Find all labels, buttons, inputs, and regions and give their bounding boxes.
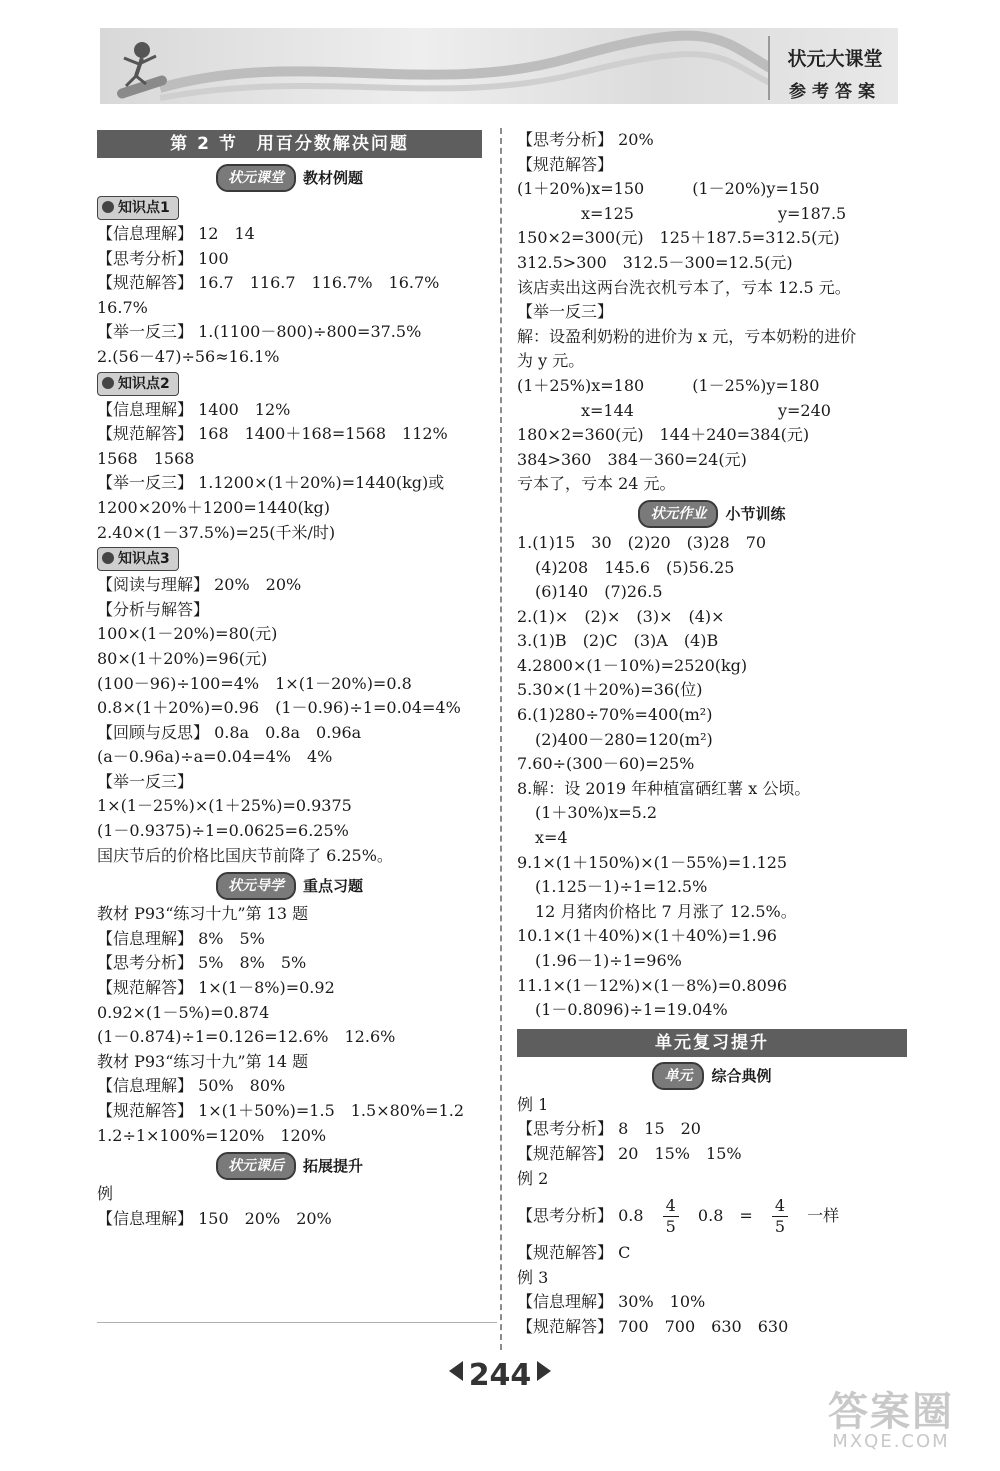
ex2-mid: 0.8 = — [697, 1206, 753, 1226]
banner-comprehensive-examples — [517, 1061, 907, 1091]
homework-line: (1－0.8096)÷1=19.04% — [535, 1000, 728, 1020]
text-line: 【规范解答】 1×(1－8%)=0.92 — [97, 978, 335, 998]
text-line: 【回顾与反思】 0.8a 0.8a 0.96a — [97, 722, 362, 742]
text-line: 【举一反三】 — [517, 302, 614, 322]
page-number-text: 244 — [468, 1358, 532, 1393]
text-line: 【举一反三】 — [97, 771, 194, 791]
text-line: 【规范解答】 700 700 630 630 — [517, 1316, 789, 1336]
homework-line: (2)400－280=120(m²) — [535, 729, 713, 749]
arrow-right-icon — [537, 1361, 551, 1381]
text-line: (a－0.96a)÷a=0.04=4% 4% — [97, 747, 333, 767]
text-line: (100－96)÷100=4% 1×(1－20%)=0.8 — [97, 673, 412, 693]
text-line: 【思考分析】 8 15 20 — [517, 1119, 701, 1139]
kp2-block — [97, 398, 482, 546]
homework-line: 11.1×(1－12%)×(1－8%)=0.8096 — [517, 975, 788, 995]
section-title-unit-review: 单元复习提升 — [517, 1029, 907, 1057]
knowledge-point-tag: 知识点1 — [97, 196, 179, 220]
text-line: 【信息理解】 8% 5% — [97, 928, 265, 948]
text-line: 例 3 — [517, 1267, 549, 1287]
example2-analysis — [517, 1191, 907, 1241]
ex2-prefix: 【思考分析】 0.8 — [517, 1206, 644, 1226]
banner-label: 拓展提升 — [303, 1156, 364, 1175]
arrow-left-icon — [449, 1361, 463, 1381]
text-line: 教材 P93“练习十九”第 13 题 — [97, 904, 309, 924]
text-line: 312.5>300 312.5－300=12.5(元) — [517, 252, 793, 272]
text-line: 1200×20%＋1200=1440(kg) — [97, 497, 330, 517]
text-line: 例 2 — [517, 1168, 549, 1188]
section-title: 第 2 节 用百分数解决问题 — [97, 130, 482, 158]
text-line: 【分析与解答】 — [97, 599, 210, 619]
text-line: (1－0.874)÷1=0.126=12.6% 12.6% — [97, 1027, 396, 1047]
drill-block — [97, 902, 482, 1148]
homework-line: 7.60÷(300－60)=25% — [517, 754, 695, 774]
homework-list — [517, 531, 907, 1023]
left-column — [97, 128, 482, 1231]
homework-line: 9.1×(1＋150%)×(1－55%)=1.125 — [517, 852, 788, 872]
text-line: 【思考分析】 100 — [97, 248, 229, 268]
bullet-icon — [102, 201, 114, 213]
homework-line: (6)140 (7)26.5 — [535, 582, 663, 602]
text-line: 1.2÷1×100%=120% 120% — [97, 1125, 327, 1145]
homework-line: 12 月猪肉价格比 7 月涨了 12.5%。 — [535, 901, 797, 921]
text-line: 150×2=300(元) 125＋187.5=312.5(元) — [517, 228, 840, 248]
text-line: 0.8×(1＋20%)=0.96 (1－0.96)÷1=0.04=4% — [97, 698, 461, 718]
text-line: 【信息理解】 150 20% 20% — [97, 1208, 332, 1228]
text-line: 为 y 元。 — [517, 351, 585, 371]
homework-line: x=4 — [535, 828, 568, 848]
text-line: 1568 1568 — [97, 448, 195, 468]
banner-pill: 状元课堂 — [216, 164, 296, 192]
homework-line: (1.125－1)÷1=12.5% — [535, 877, 708, 897]
banner-extension — [97, 1150, 482, 1180]
extension-block — [97, 1182, 482, 1231]
fraction-numerator: 4 — [663, 1196, 679, 1217]
fraction-denominator: 5 — [665, 1217, 676, 1237]
text-line: 【规范解答】 20 15% 15% — [517, 1143, 742, 1163]
watermark-line2: MXQE.COM — [832, 1431, 950, 1452]
text-line: 解：设盈利奶粉的进价为 x 元，亏本奶粉的进价 — [517, 326, 857, 346]
text-line: 该店卖出这两台洗衣机亏本了，亏本 12.5 元。 — [517, 277, 851, 297]
text-line: 【规范解答】 — [517, 154, 614, 174]
text-line: 【举一反三】 1.1200×(1＋20%)=1440(kg)或 — [97, 473, 445, 493]
text-line: x=125 y=187.5 — [517, 203, 847, 223]
text-line: 384>360 384－360=24(元) — [517, 449, 747, 469]
banner-label: 教材例题 — [303, 168, 364, 187]
text-line: 【思考分析】 20% — [517, 130, 654, 149]
header-title-line2: 参考答案 — [789, 82, 881, 102]
watermark — [828, 1380, 954, 1452]
fraction — [663, 1196, 679, 1237]
fraction-denominator: 5 — [774, 1217, 786, 1237]
text-line: 【信息理解】 1400 12% — [97, 399, 291, 419]
text-line: 16.7% — [97, 297, 148, 317]
text-line: 【举一反三】 1.(1100－800)÷800=37.5% — [97, 322, 422, 342]
text-line: 80×(1＋20%)=96(元) — [97, 648, 268, 668]
homework-line: 6.(1)280÷70%=400(m²) — [517, 705, 713, 725]
kp1-block — [97, 222, 482, 370]
text-line: x=144 y=240 — [517, 400, 831, 420]
homework-line: 4.2800×(1－10%)=2520(kg) — [517, 655, 748, 675]
knowledge-point-tag: 知识点2 — [97, 372, 179, 396]
mascot-illustration — [106, 36, 176, 102]
banner-pill: 状元作业 — [638, 500, 718, 528]
text-line: 2.40×(1－37.5%)=25(千米/时) — [97, 522, 336, 542]
text-line: 0.92×(1－5%)=0.874 — [97, 1002, 270, 1022]
banner-textbook-examples — [97, 162, 482, 192]
text-line: (1＋25%)x=180 (1－25%)y=180 — [517, 375, 820, 395]
header-title-line1: 状元大课堂 — [787, 48, 883, 70]
text-line: 例 1 — [517, 1094, 549, 1114]
header-decoration — [100, 28, 770, 104]
text-line: 【规范解答】 168 1400＋168=1568 112% — [97, 424, 448, 444]
text-line: (1＋20%)x=150 (1－20%)y=150 — [517, 179, 820, 199]
fraction — [772, 1196, 788, 1237]
homework-line: 3.(1)B (2)C (3)A (4)B — [517, 631, 719, 651]
banner-key-exercises — [97, 870, 482, 900]
text-line: 【阅读与理解】 20% 20% — [97, 575, 302, 595]
text-line: 【信息理解】 12 14 — [97, 224, 255, 243]
homework-line: (1＋30%)x=5.2 — [535, 803, 658, 823]
homework-line: (1.96－1)÷1=96% — [535, 951, 682, 970]
text-line: 亏本了，亏本 24 元。 — [517, 474, 676, 494]
banner-label: 小节训练 — [725, 505, 786, 524]
banner-pill: 状元课后 — [216, 1152, 296, 1180]
knowledge-point-tag: 知识点3 — [97, 547, 179, 571]
banner-pill: 状元导学 — [216, 872, 296, 900]
kp3-block — [97, 573, 482, 868]
homework-line: 2.(1)× (2)× (3)× (4)× — [517, 606, 725, 626]
text-line: 1×(1－25%)×(1＋25%)=0.9375 — [97, 796, 352, 816]
bullet-icon — [102, 377, 114, 389]
text-line: 100×(1－20%)=80(元) — [97, 624, 278, 644]
homework-line: 10.1×(1＋40%)×(1＋40%)=1.96 — [517, 926, 777, 946]
fraction-numerator: 4 — [772, 1196, 788, 1217]
homework-line: 1.(1)15 30 (2)20 (3)28 70 — [517, 532, 767, 552]
text-line: 【规范解答】 1×(1＋50%)=1.5 1.5×80%=1.2 — [97, 1101, 465, 1120]
text-line: 【信息理解】 50% 80% — [97, 1076, 286, 1096]
text-line: (1－0.9375)÷1=0.0625=6.25% — [97, 821, 349, 841]
watermark-line1: 答案圈 — [828, 1389, 954, 1435]
banner-label: 重点习题 — [303, 876, 364, 895]
banner-label: 综合典例 — [711, 1067, 772, 1086]
column-divider — [500, 128, 502, 1350]
text-line: 例 — [97, 1184, 114, 1204]
text-line: 教材 P93“练习十九”第 14 题 — [97, 1051, 309, 1071]
header-title — [768, 36, 900, 100]
banner-section-practice — [517, 499, 907, 529]
text-line: 【规范解答】 16.7 116.7 116.7% 16.7% — [97, 273, 440, 293]
text-line: 国庆节后的价格比国庆节前降了 6.25%。 — [97, 845, 393, 865]
unit-examples-block — [517, 1093, 907, 1340]
example-solution-block — [517, 128, 907, 497]
homework-line: (4)208 145.6 (5)56.25 — [535, 557, 735, 577]
bottom-rule — [97, 1322, 497, 1323]
text-line: 【信息理解】 30% 10% — [517, 1292, 706, 1312]
ex2-suffix: 一样 — [807, 1206, 840, 1226]
text-line: 2.(56－47)÷56≈16.1% — [97, 346, 280, 366]
homework-line: 5.30×(1＋20%)=36(位) — [517, 680, 703, 700]
right-column — [517, 128, 907, 1340]
text-line: 180×2=360(元) 144＋240=384(元) — [517, 425, 810, 445]
bullet-icon — [102, 552, 114, 564]
banner-pill: 单元 — [652, 1062, 704, 1090]
homework-line: 8.解：设 2019 年种植富硒红薯 x 公顷。 — [517, 778, 811, 798]
text-line: 【思考分析】 5% 8% 5% — [97, 953, 307, 973]
text-line: 【规范解答】 C — [517, 1243, 631, 1263]
